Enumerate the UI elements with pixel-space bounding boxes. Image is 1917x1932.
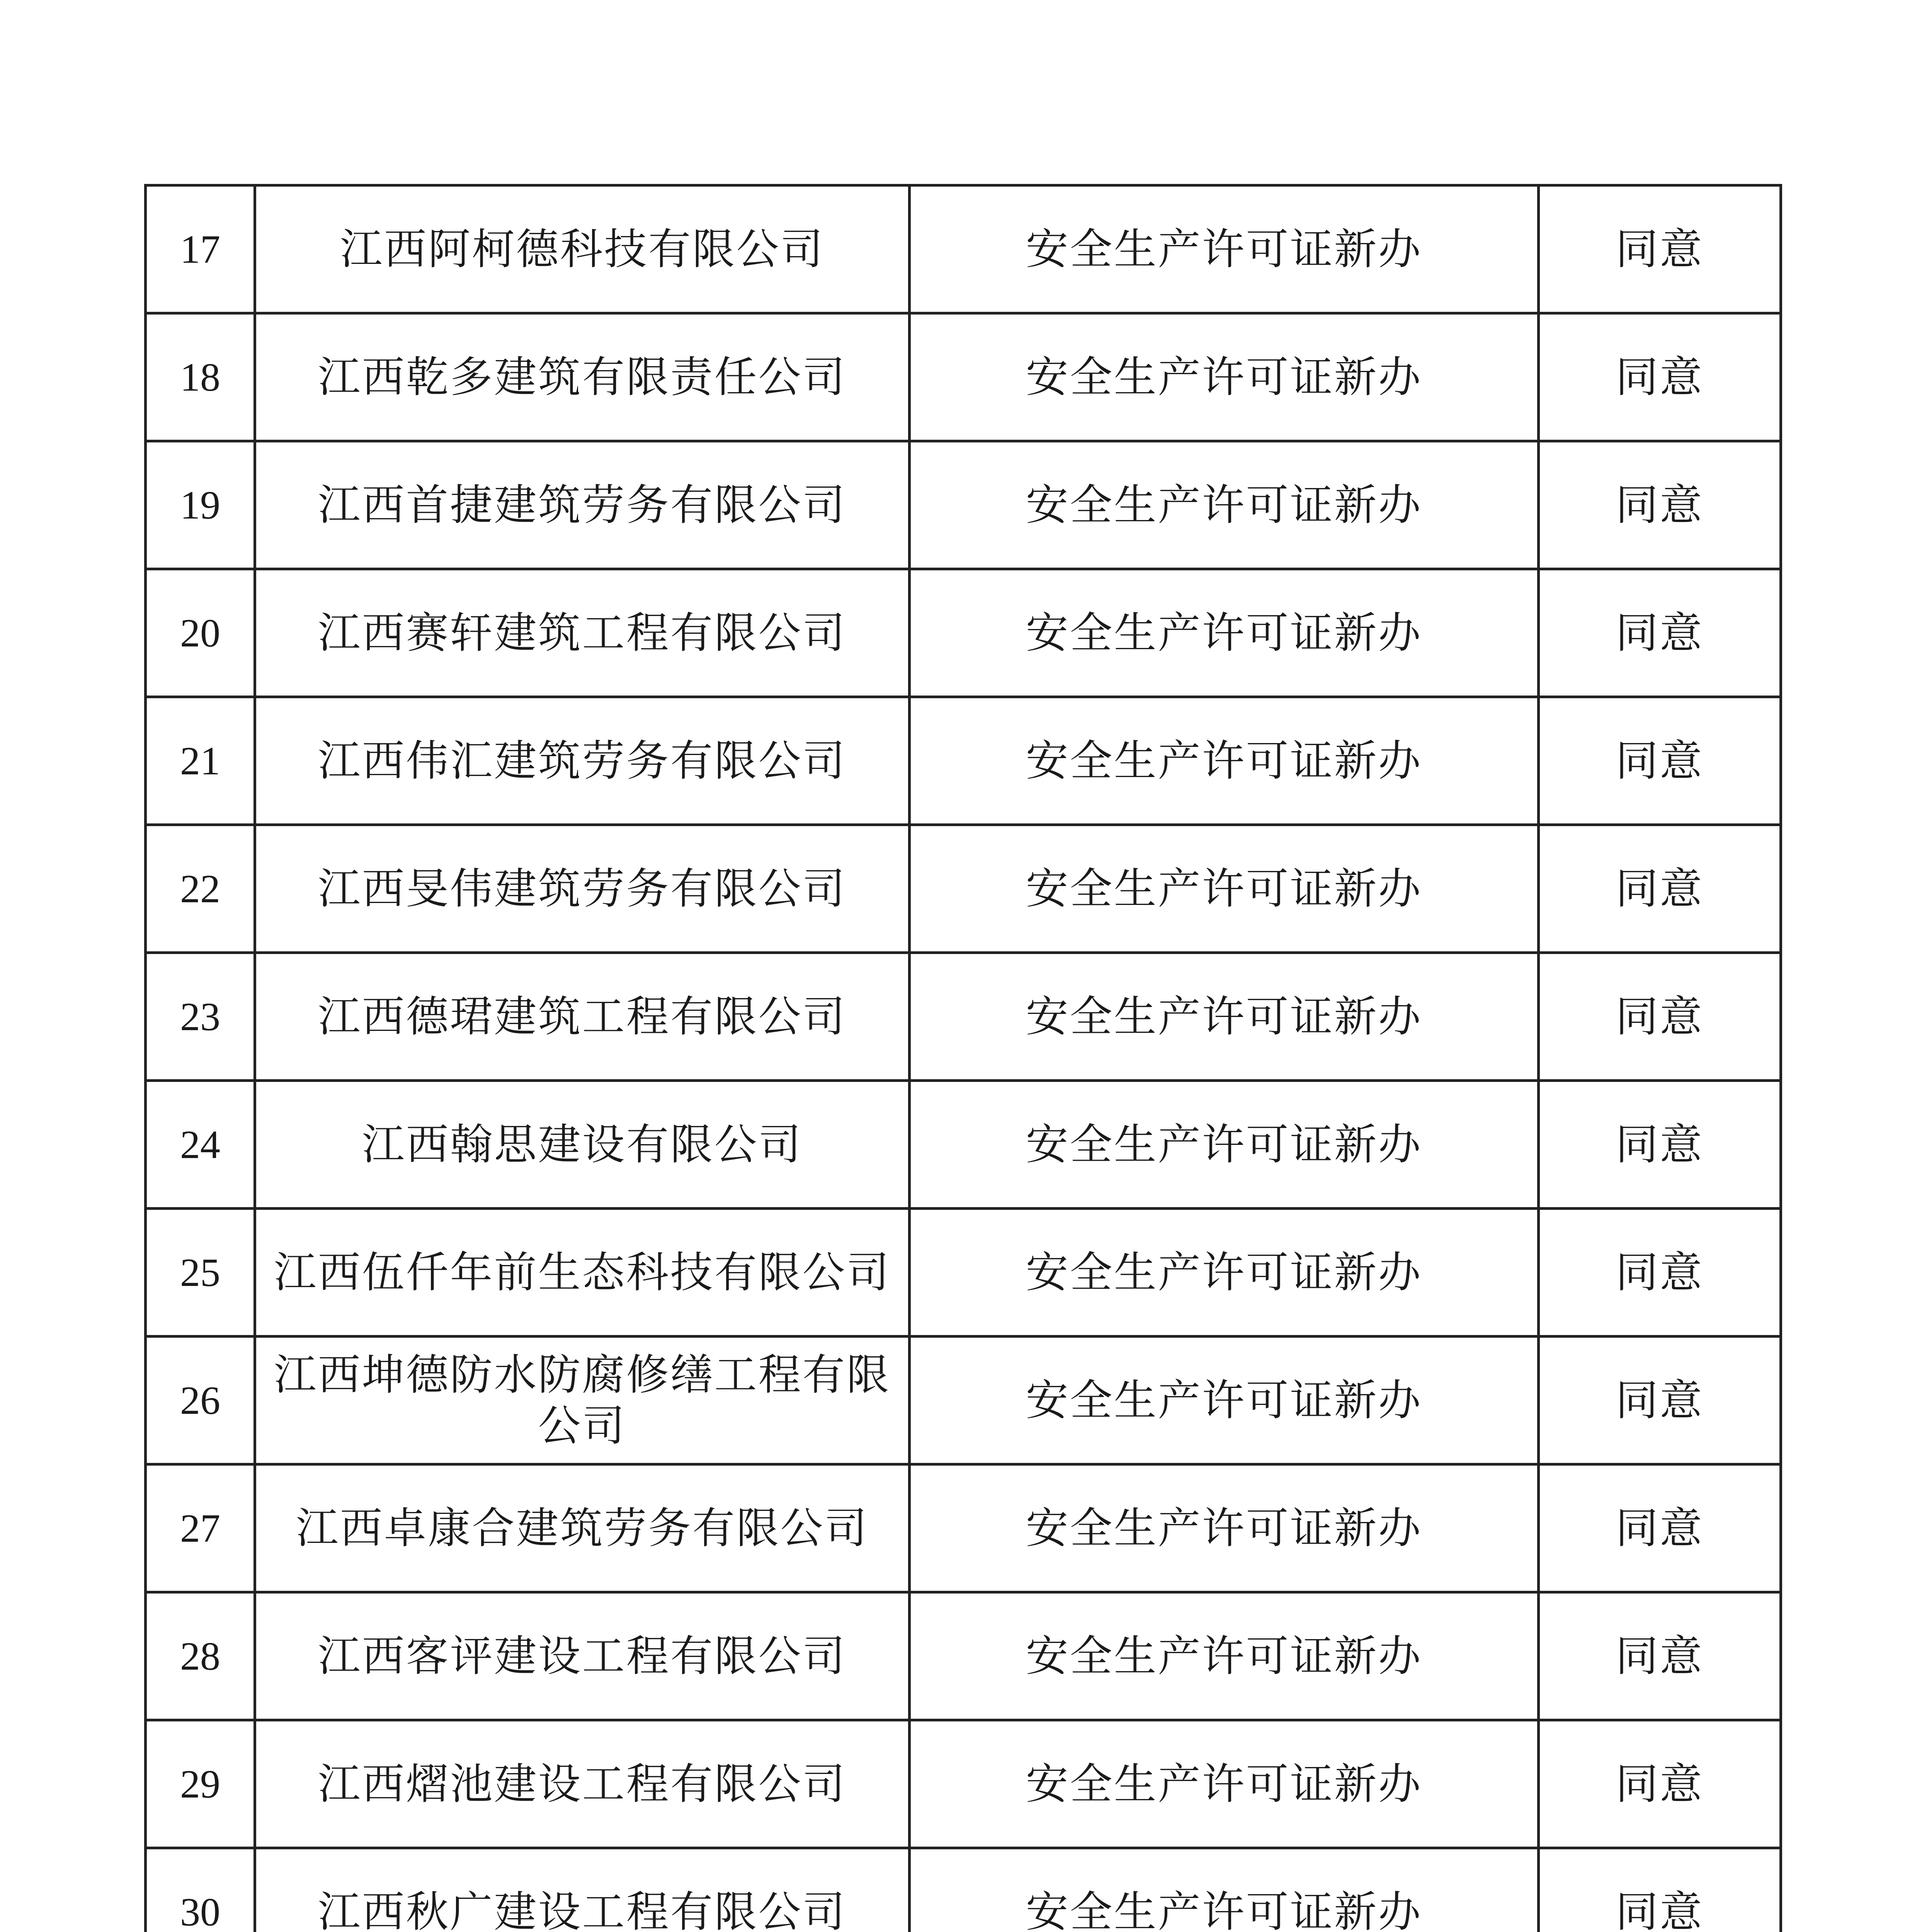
- company-name-cell: 江西翰思建设有限公司: [255, 1081, 910, 1209]
- company-name-cell: 江西赛轩建筑工程有限公司: [255, 569, 910, 697]
- row-number-cell: 28: [146, 1592, 255, 1720]
- table-row: [146, 1209, 1781, 1337]
- company-name-cell: 江西乾多建筑有限责任公司: [255, 313, 910, 441]
- company-name-cell: 江西旻伟建筑劳务有限公司: [255, 825, 910, 953]
- result-cell: 同意: [1539, 1720, 1781, 1848]
- row-number-cell: 30: [146, 1848, 255, 1932]
- company-name-cell: 江西秋广建设工程有限公司: [255, 1848, 910, 1932]
- application-item-cell: 安全生产许可证新办: [910, 1848, 1539, 1932]
- application-item-cell: 安全生产许可证新办: [910, 1720, 1539, 1848]
- application-item-cell: 安全生产许可证新办: [910, 825, 1539, 953]
- table-row: [146, 1592, 1781, 1720]
- table-row: [146, 313, 1781, 441]
- row-number-cell: 21: [146, 697, 255, 825]
- row-number-cell: 17: [146, 185, 255, 313]
- company-name-cell: 江西卓康合建筑劳务有限公司: [255, 1464, 910, 1592]
- result-cell: 同意: [1539, 1592, 1781, 1720]
- company-name-cell: 江西熠池建设工程有限公司: [255, 1720, 910, 1848]
- company-name-cell: 江西客评建设工程有限公司: [255, 1592, 910, 1720]
- table-row: [146, 825, 1781, 953]
- row-number-cell: 18: [146, 313, 255, 441]
- result-cell: 同意: [1539, 441, 1781, 569]
- table-row: [146, 953, 1781, 1081]
- result-cell: 同意: [1539, 1464, 1781, 1592]
- row-number-cell: 25: [146, 1209, 255, 1337]
- result-cell: 同意: [1539, 953, 1781, 1081]
- application-item-cell: 安全生产许可证新办: [910, 697, 1539, 825]
- application-item-cell: 安全生产许可证新办: [910, 185, 1539, 313]
- application-item-cell: 安全生产许可证新办: [910, 1592, 1539, 1720]
- table-row: [146, 185, 1781, 313]
- table-row: [146, 441, 1781, 569]
- result-cell: 同意: [1539, 1848, 1781, 1932]
- approval-table-body: [146, 185, 1781, 1932]
- table-row: [146, 1848, 1781, 1932]
- company-name-cell: 江西首捷建筑劳务有限公司: [255, 441, 910, 569]
- company-name-cell: 江西德珺建筑工程有限公司: [255, 953, 910, 1081]
- result-cell: 同意: [1539, 1209, 1781, 1337]
- table-row: [146, 569, 1781, 697]
- row-number-cell: 23: [146, 953, 255, 1081]
- application-item-cell: 安全生产许可证新办: [910, 1081, 1539, 1209]
- row-number-cell: 19: [146, 441, 255, 569]
- result-cell: 同意: [1539, 697, 1781, 825]
- company-name-cell: 江西阿柯德科技有限公司: [255, 185, 910, 313]
- application-item-cell: 安全生产许可证新办: [910, 1337, 1539, 1464]
- table-row: [146, 1337, 1781, 1464]
- row-number-cell: 20: [146, 569, 255, 697]
- table-row: [146, 697, 1781, 825]
- table-row: [146, 1464, 1781, 1592]
- table-row: [146, 1720, 1781, 1848]
- company-name-cell: 江西坤德防水防腐修缮工程有限公司: [255, 1337, 910, 1464]
- result-cell: 同意: [1539, 569, 1781, 697]
- result-cell: 同意: [1539, 313, 1781, 441]
- application-item-cell: 安全生产许可证新办: [910, 441, 1539, 569]
- result-cell: 同意: [1539, 1337, 1781, 1464]
- result-cell: 同意: [1539, 185, 1781, 313]
- application-item-cell: 安全生产许可证新办: [910, 1464, 1539, 1592]
- approval-table: [144, 184, 1782, 1932]
- row-number-cell: 24: [146, 1081, 255, 1209]
- row-number-cell: 27: [146, 1464, 255, 1592]
- company-name-cell: 江西伍仟年前生态科技有限公司: [255, 1209, 910, 1337]
- application-item-cell: 安全生产许可证新办: [910, 313, 1539, 441]
- row-number-cell: 29: [146, 1720, 255, 1848]
- row-number-cell: 22: [146, 825, 255, 953]
- company-name-cell: 江西伟汇建筑劳务有限公司: [255, 697, 910, 825]
- application-item-cell: 安全生产许可证新办: [910, 1209, 1539, 1337]
- application-item-cell: 安全生产许可证新办: [910, 569, 1539, 697]
- result-cell: 同意: [1539, 825, 1781, 953]
- result-cell: 同意: [1539, 1081, 1781, 1209]
- row-number-cell: 26: [146, 1337, 255, 1464]
- application-item-cell: 安全生产许可证新办: [910, 953, 1539, 1081]
- table-row: [146, 1081, 1781, 1209]
